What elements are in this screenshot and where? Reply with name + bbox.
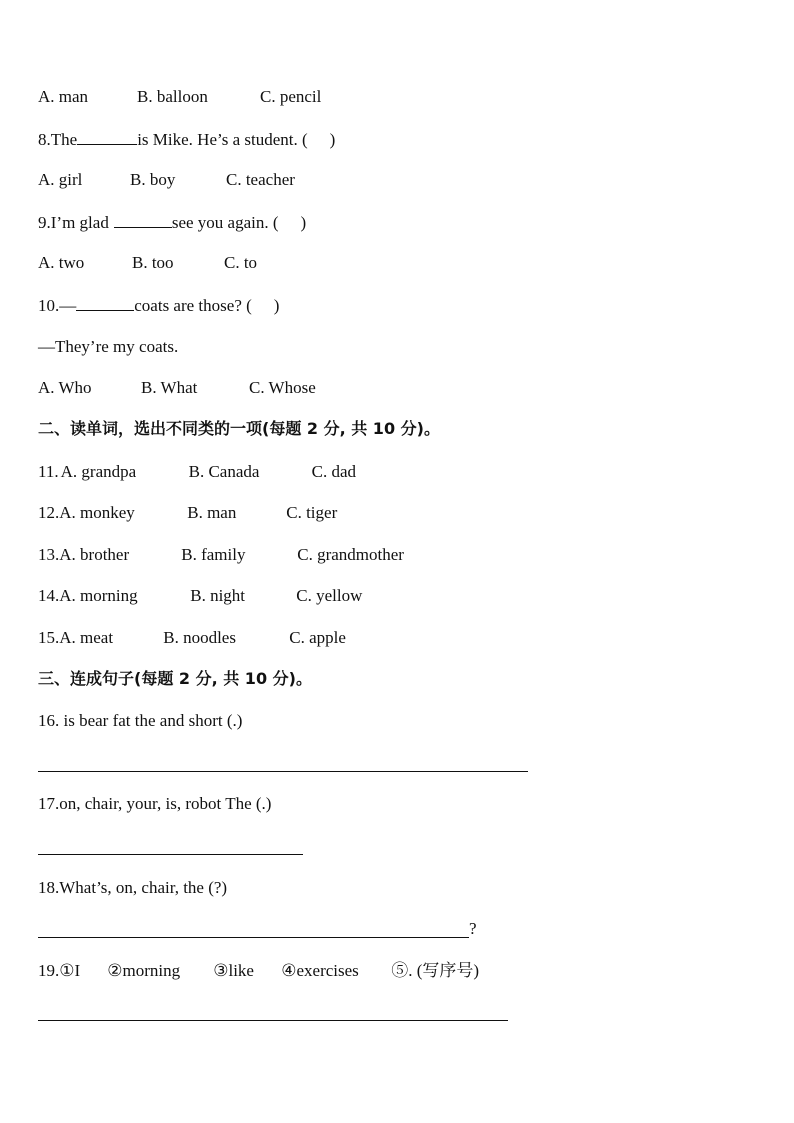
q11-option-b: B. Canada [188, 462, 260, 481]
q19-number: 19. [38, 961, 60, 980]
q15-number: 15. [38, 628, 60, 647]
q10-blank[interactable] [76, 294, 134, 311]
q9-option-b: B. too [132, 253, 174, 272]
q11-row [38, 461, 356, 483]
q12-option-a: A. monkey [59, 503, 135, 522]
q19-item-3: ③like [213, 961, 254, 980]
q14-number: 14. [38, 586, 60, 605]
q9-blank[interactable] [114, 211, 172, 228]
q15-option-a: A. meat [59, 628, 114, 647]
q10-suffix: coats are those? ( [134, 296, 252, 315]
q11-option-c: C. dad [311, 462, 357, 481]
q11-option-a: A. grandpa [60, 462, 137, 481]
q13-option-a: A. brother [59, 545, 130, 564]
q8-option-a: A. girl [38, 170, 83, 189]
q17-prompt: 17.on, chair, your, is, robot The (.) [38, 794, 272, 813]
q19-prompt [38, 960, 479, 982]
q15-option-c: C. apple [289, 628, 346, 647]
q14-option-b: B. night [190, 586, 246, 605]
q11-number: 11. [38, 462, 59, 481]
q13-row [38, 544, 404, 566]
q19-item-1: ①I [59, 961, 81, 980]
q13-option-c: C. grandmother [297, 545, 404, 564]
q10-answer-line: —They’re my coats. [38, 337, 179, 356]
q8-question [38, 128, 335, 151]
q12-row [38, 502, 337, 524]
q16-answer-line[interactable] [38, 771, 528, 772]
q10-question [38, 294, 279, 317]
q10-option-c: C. Whose [249, 378, 316, 397]
q8-options [38, 169, 295, 191]
q12-number: 12. [38, 503, 60, 522]
q9-close: ) [300, 213, 307, 232]
q12-option-b: B. man [187, 503, 237, 522]
q13-option-b: B. family [181, 545, 246, 564]
q7-option-c: C. pencil [260, 87, 322, 106]
q8-option-c: C. teacher [226, 170, 295, 189]
q10-close: ) [273, 296, 280, 315]
q9-option-c: C. to [224, 253, 258, 272]
q9-suffix: see you again. ( [171, 213, 279, 232]
q19-item-4: ④exercises [281, 961, 359, 980]
q18-question-mark: ? [469, 919, 477, 938]
q7-options [38, 86, 321, 108]
q10-option-a: A. Who [38, 378, 92, 397]
section2-title: 二、读单词，选出不同类的一项(每题 2 分, 共 10 分)。 [38, 419, 440, 438]
q10-prefix: 10.— [38, 296, 77, 315]
q16-prompt: 16. is bear fat the and short (.) [38, 711, 243, 730]
q9-question [38, 211, 306, 234]
q14-option-c: C. yellow [296, 586, 363, 605]
q7-option-a: A. man [38, 87, 89, 106]
q17-answer-line[interactable] [38, 854, 303, 855]
q15-option-b: B. noodles [163, 628, 236, 647]
q9-prefix: 9.I’m glad [38, 213, 109, 232]
q9-option-a: A. two [38, 253, 85, 272]
q19-item-5: ⑤. (写序号) [391, 961, 480, 980]
q10-options [38, 377, 316, 399]
q14-row [38, 585, 362, 607]
q9-options [38, 252, 257, 274]
q7-option-b: B. balloon [137, 87, 208, 106]
section3-title: 三、连成句子(每题 2 分, 共 10 分)。 [38, 669, 312, 688]
q13-number: 13. [38, 545, 60, 564]
q14-option-a: A. morning [59, 586, 138, 605]
q10-option-b: B. What [141, 378, 198, 397]
q8-suffix: is Mike. He’s a student. ( [137, 130, 308, 149]
q19-item-2: ②morning [107, 961, 181, 980]
q19-answer-line[interactable] [38, 1020, 508, 1021]
q15-row [38, 627, 346, 649]
q18-answer-line[interactable] [38, 937, 469, 938]
q8-option-b: B. boy [130, 170, 176, 189]
q8-prefix: 8.The [38, 130, 78, 149]
q18-prompt: 18.What’s, on, chair, the (?) [38, 878, 228, 897]
q8-blank[interactable] [77, 128, 137, 145]
q8-close: ) [329, 130, 336, 149]
q12-option-c: C. tiger [286, 503, 338, 522]
